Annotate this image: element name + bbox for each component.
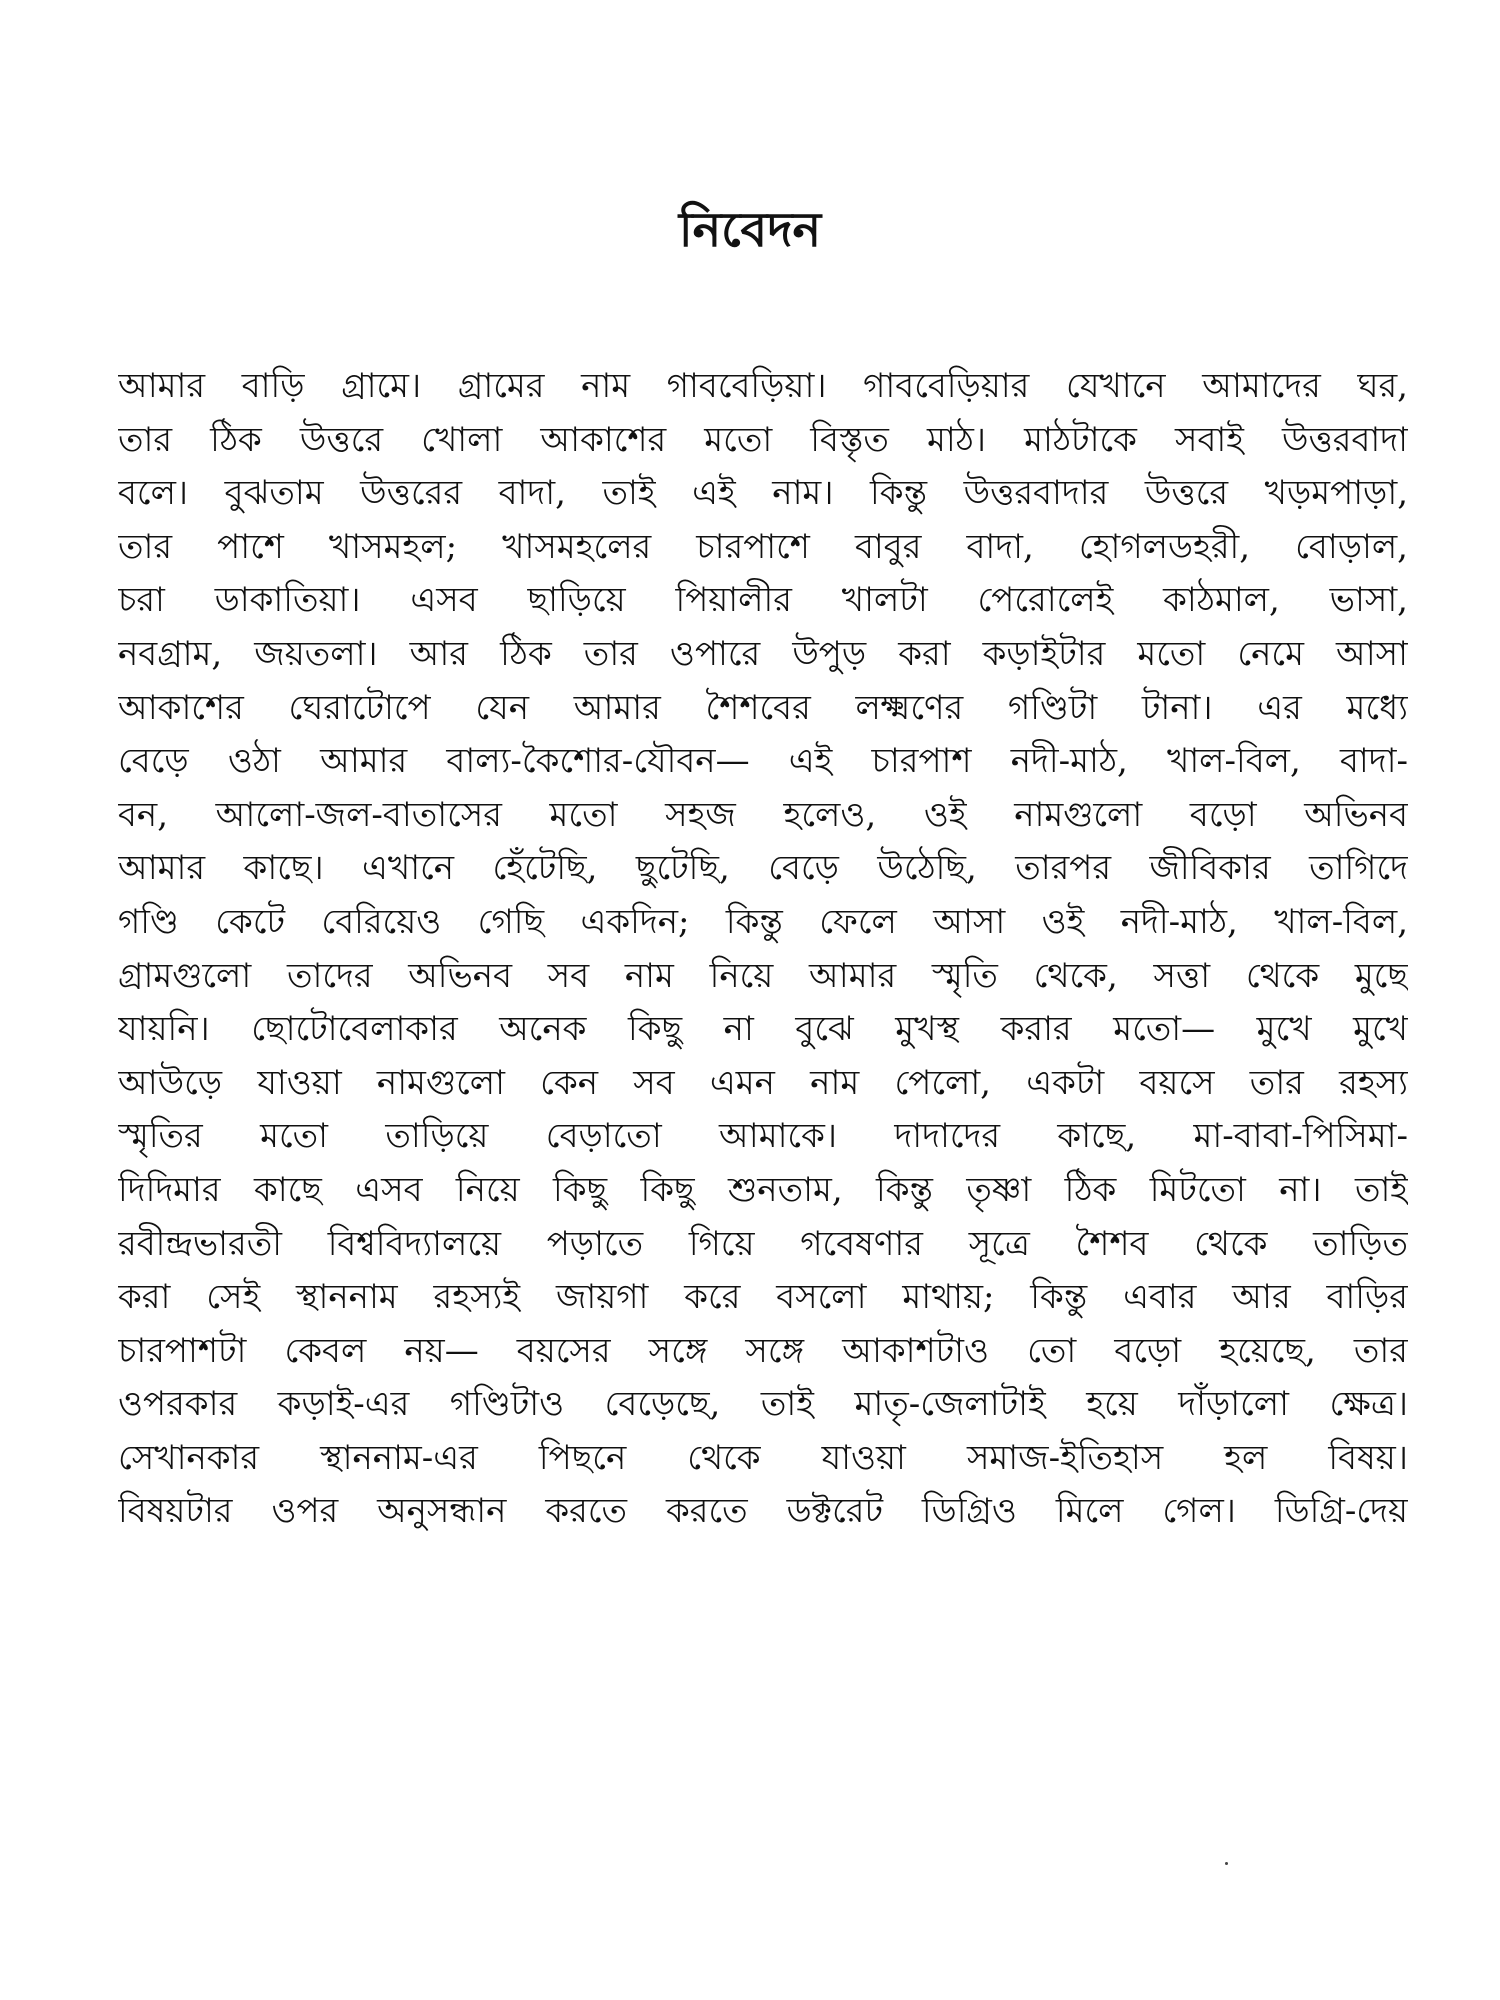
text-line: গণ্ডি কেটে বেরিয়েও গেছি একদিন; কিন্তু ফেলে আসা ওই নদী-মাঠ, খাল-বিল, bbox=[118, 901, 1408, 942]
text-line: করা সেই স্থাননাম রহস্যই জায়গা করে বসলো মাথায়; কিন্তু এবার আর বাড়ির bbox=[118, 1277, 1408, 1318]
text-line: আমার কাছে। এখানে হেঁটেছি, ছুটেছি, বেড়ে উঠেছি, তারপর জীবিকার তাগিদে bbox=[118, 848, 1408, 889]
text-line: সেখানকার স্থাননাম-এর পিছনে থেকে যাওয়া সমাজ-ইতিহাস হল বিষয়। bbox=[118, 1437, 1408, 1478]
text-line: নবগ্রাম, জয়তলা। আর ঠিক তার ওপারে উপুড় করা কড়াইটার মতো নেমে আসা bbox=[118, 633, 1408, 674]
text-line: ওপরকার কড়াই-এর গণ্ডিটাও বেড়েছে, তাই মাতৃ-জেলাটাই হয়ে দাঁড়ালো ক্ষেত্র। bbox=[118, 1384, 1408, 1425]
text-line: আউড়ে যাওয়া নামগুলো কেন সব এমন নাম পেলো, একটা বয়সে তার রহস্য bbox=[118, 1062, 1408, 1103]
text-line: আমার বাড়ি গ্রামে। গ্রামের নাম গাববেড়িয়া। গাববেড়িয়ার যেখানে আমাদের ঘর, bbox=[118, 366, 1408, 406]
ink-speck bbox=[1225, 1862, 1228, 1865]
text-line: স্মৃতির মতো তাড়িয়ে বেড়াতো আমাকে। দাদাদের কাছে, মা-বাবা-পিসিমা- bbox=[118, 1116, 1408, 1157]
text-line: যায়নি। ছোটোবেলাকার অনেক কিছু না বুঝে মুখস্থ করার মতো— মুখে মুখে bbox=[118, 1009, 1408, 1050]
text-line: চারপাশটা কেবল নয়— বয়সের সঙ্গে সঙ্গে আকাশটাও তো বড়ো হয়েছে, তার bbox=[118, 1330, 1408, 1371]
text-line: চরা ডাকাতিয়া। এসব ছাড়িয়ে পিয়ালীর খালটা পেরোলেই কাঠমাল, ভাসা, bbox=[118, 580, 1408, 621]
text-line: বেড়ে ওঠা আমার বাল্য-কৈশোর-যৌবন— এই চারপাশ নদী-মাঠ, খাল-বিল, বাদা- bbox=[118, 741, 1408, 782]
text-line: বলে। বুঝতাম উত্তরের বাদা, তাই এই নাম। কিন্তু উত্তরবাদার উত্তরে খড়মপাড়া, bbox=[118, 473, 1408, 514]
text-line: বন, আলো-জল-বাতাসের মতো সহজ হলেও, ওই নামগুলো বড়ো অভিনব bbox=[118, 794, 1408, 835]
text-line: তার ঠিক উত্তরে খোলা আকাশের মতো বিস্তৃত মাঠ। মাঠটাকে সবাই উত্তরবাদা bbox=[118, 419, 1408, 460]
text-line: বিষয়টার ওপর অনুসন্ধান করতে করতে ডক্টরেট ডিগ্রিও মিলে গেল। ডিগ্রি-দেয় bbox=[118, 1491, 1408, 1532]
text-line: আকাশের ঘেরাটোপে যেন আমার শৈশবের লক্ষ্মণের গণ্ডিটা টানা। এর মধ্যে bbox=[118, 687, 1408, 728]
text-line: দিদিমার কাছে এসব নিয়ে কিছু কিছু শুনতাম, কিন্তু তৃষ্ণা ঠিক মিটতো না। তাই bbox=[118, 1169, 1408, 1210]
text-line: গ্রামগুলো তাদের অভিনব সব নাম নিয়ে আমার স্মৃতি থেকে, সত্তা থেকে মুছে bbox=[118, 955, 1408, 996]
text-line: রবীন্দ্রভারতী বিশ্ববিদ্যালয়ে পড়াতে গিয়ে গবেষণার সূত্রে শৈশব থেকে তাড়িত bbox=[118, 1223, 1408, 1264]
page-title: নিবেদন bbox=[678, 202, 822, 258]
text-line: তার পাশে খাসমহল; খাসমহলের চারপাশে বাবুর বাদা, হোগলডহরী, বোড়াল, bbox=[118, 526, 1408, 567]
body-paragraph bbox=[118, 360, 1408, 1539]
